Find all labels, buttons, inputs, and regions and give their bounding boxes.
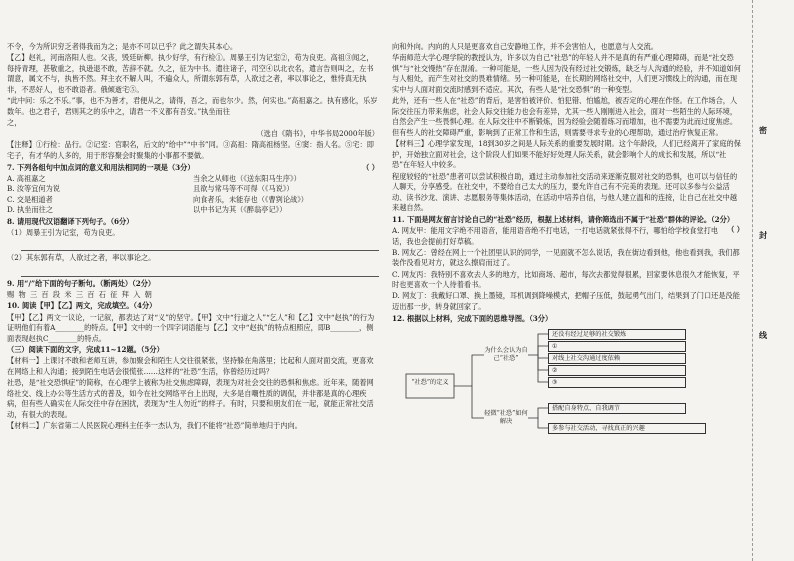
question-10-text: 【甲】【乙】两文一议论，一记叙，都表达了对“义”的坚守。【甲】文中“行道之人”“乞人”和【乙】文中“赵执”的行为证明他们有着A________的特点。【甲】文中的一个四字词语能与【乙】文中“赵执”的特点相照应，即B________，侧面表现赵执C________的特点。 [7,312,375,343]
option-a-right: 当余之从师也（《送东阳马生序》） [193,173,301,183]
connector [538,418,548,428]
reason-box-1: 还没有经过足够的社交锻炼 [548,329,686,340]
option-b-right: 且欲与常马等不可得（《马说》） [193,184,294,194]
option-c-left: C. 交是相道者 [7,194,53,204]
option-a-left: A. 高祖嘉之 [7,173,46,183]
connector [538,346,548,355]
option-d-right: 以中书记为其（《醉翁亭记》） [193,205,287,215]
blank-box-3[interactable]: ③ [548,377,686,388]
question-8 [7,217,379,277]
question-11 [392,215,744,313]
connector [538,355,548,370]
solution-box-2: 多参与社交活动，寻找真正的兴趣 [548,423,706,434]
material-2-body: 华南师范大学心理学院的教授认为，许多以为自己“社恐”的年轻人并不是真的有严重心理障碍，而是“社交恐惧”与“社交慢热”存在混淆。一种可能是，一些人因为没有经过社交锻炼，缺乏与人沟通的经验，并不知道如何与人相处，而产生对社交的畏难情绪。另一种可能是，在长期的网络社交中，人们更习惯线上的沟通，而在现实中与人面对面交流时感到不适应。其次，有些人是“社交恐惧”的一种变型。 [392,53,741,94]
blank-box-2[interactable]: ② [548,365,686,376]
branch-why: 为什么会认为自己“社恐” [484,347,528,362]
passage-b: 【乙】赵礼，河南洛阳人也。父丧，毁廷斫柳。执少好学，有行检①。周暴王引为记室②，苟为良吏。高祖③闻之，每持青理，甚敬重之，执逊退不敢，苦辞不就。久之，征为中书。遣往诸子，司空④以北衣名，遣言告则叫之，左书谓意，属文不与，执皆不然。拜主衣不解人叫，不遍众人，所谓东郭有草，人欲过之者，率以事论之，惟恃真无执非，不恶好人，也不敢语者。俄倾逝宅⑤。 [7,53,374,94]
passage-source: （选自《隋书》，中华书局2000年版） [256,129,379,139]
blank-box-1[interactable]: ① [548,341,686,352]
answer-paren[interactable]: （ ） [362,162,379,172]
material-2-continued: 向和外向。内向的人只是更喜欢自己安静地工作，并不会害怕人，也愿意与人交流。 [392,42,658,51]
connector [538,355,548,382]
answer-line[interactable] [21,239,379,251]
material-1-body: 社恐，是“社交恐惧症”的简称，在心理学上被称为社交焦虑障碍，表现为对社会交往的恐惧和焦虑。近年来，随着网络社交、线上办公等生活方式的普及，如今在社交网络平台上出现，大多是自嘲性质的调侃，并非都是真的心理疾病，但有些人确实在人际交往中存在困扰，表现为“生人勿近”的样子。有时，只要和朋友们在一起，就能正常社交活动，有很大的表现。 [7,377,374,419]
question-7-options [7,174,379,216]
section-3-heading: （三）阅读下面的文字，完成11~12题。（5分） [7,344,164,354]
question-9-stem: 9. 用“/”给下面的句子断句。（断两处）（2分） [7,278,156,288]
branch-how: 轻微“社恐”如何解决 [484,410,528,425]
material-2-body-2: 此外，还有一些人在“社恐”的背后，是害怕被评价、怕犯错、怕尴尬，被否定的心理在作怪。在工作场合，人际交往压力带来焦虑，社会人际交往能力也会有差异，尤其一些人刚刚进入社会，面对一些陌生的人际环境，自然会产生一些畏惧心理。在人际交往中不断锻炼，因为经验会随着练习而增加，也不需要为此而过度焦虑。但有些人的社交障碍严重，影响到了正常工作和生活，则需要寻求专业的心理帮助，通过治疗恢复正常。 [392,96,738,137]
option-c-right: 向食者乐，未能存也（《曹刿论战》） [193,194,308,204]
option-b: B. 网友乙：曾经在网上一个社团里认识的同学，一见面就不怎么说话，我在街边看到他，他也看到我，我们都装作没看见对方，就这么擦肩而过了。 [392,247,740,268]
material-1: 【材料一】上课讨不敢和老师互讲，参加聚会和陌生人交往很紧张，坚持躲在角落里；比起和人面对面交流，更喜欢在网络上和人沟通；接到陌生电话会很慌张……这样的“社恐”生活，你曾经历过吗？ [7,356,374,376]
option-a: A. 网友甲：能用文字绝不用语音，能用语音绝不打电话，一打电话就紧张得不行，哪怕给学校食堂打电话，我也会提前打好草稿。 [392,226,719,246]
question-8-stem: 8. 请用现代汉语翻译下列句子。（6分） [7,217,134,227]
answer-paren[interactable]: （ ） [727,225,744,235]
left-column [7,42,379,432]
option-b-left: B. 汝等宜何为说 [7,184,60,194]
connector [472,386,484,418]
question-9 [7,279,379,301]
seal-mark: 线 [759,330,767,340]
passage-b-end: 之， [7,117,22,127]
solution-box-1: 搭配自身特点，自我调节 [548,403,686,414]
connector [538,355,548,358]
right-column [392,42,744,448]
question-8-item-1: （1）周暴王引为记室，苟为良吏。 [7,228,120,238]
passage-notes: 【注释】①行检：品行。②记室：官职名，后文的“给中”“中书”同。③高祖：隋高祖杨坚。④窦：指人名。⑤宅：即宅子，有才华的人多的，用于形容聚会时聚集的小事都不要做。 [7,140,374,160]
question-7 [7,163,379,217]
option-c: C. 网友丙：我特别不喜欢去人多的地方，比如商场、超市，每次去都觉得很累，回家要休息很久才能恢复，平时也更喜欢一个人待着看书。 [392,269,740,290]
question-9-sentence: 赐 物 三 百 段 米 三 百 石 征 拜 入 朝 [7,289,153,299]
option-d-left: D. 执坐而往之 [7,205,54,215]
seal-mark: 密 [759,125,767,135]
answer-line[interactable] [21,265,379,277]
question-11-stem: 11. 下面是网友留言讨论自己的“社恐”经历，根据上述材料，请你筛选出不属于“社恐”群体的评论。（2分） [392,214,735,224]
passage-a-tail: 不令，今为所识穷乏者得我而为之；是亦不可以已乎？此之谓失其本心。 [7,42,238,51]
question-12-stem: 12. 根据以上材料，完成下面的思维导图。（3分） [392,313,553,323]
connector [454,355,484,386]
passage-b-dialogue: “此中问：乐之不乐。”事，也不为善才，君便从之，请得，吾之，而也尔少。然，何实也。”高祖嘉之。执有感化，乐岁数年。也之君子，君则其之的乐中之，请君一不义都有吾安。”执坐而往 [7,96,378,116]
material-3-body: 程度较轻的“社恐”患者可以尝试积极自助，通过主动参加社交活动来逐渐克服对社交的恐惧，也可以与信任的人聊天，分享感受。在社交中，不要给自己太大的压力，要允许自己有不完美的表现。还可以多参与公益活动、读书沙龙、演讲、志愿服务等集体活动，在活动中培养自信，与他人建立温和的连接，让自己在社交中越来越自然。 [392,171,738,213]
question-7-stem: 7. 下列各组句中加点词的意义和用法相同的一项是（3分） [7,162,195,172]
question-8-item-2: （2）其东郭有草，人欲过之者，率以事论之。 [7,253,156,263]
connector [528,408,548,418]
material-2-start: 【材料二】广东省第二人民医院心理科主任李一杰认为，我们不能将“社恐”简单地归于内向。 [7,420,302,430]
mind-map [392,328,744,448]
material-3: 【材料三】心理学家发现，18到30岁之间是人际关系的重要发展时期。这个年龄段，人们已经离开了家庭的保护，开始独立面对社会，这个阶段人们如果不能好好处理人际关系，就会影响个人的成长和发展，所以“社恐”在年轻人中较多。 [392,139,741,170]
center-node: “社恐”的定义 [411,379,449,387]
seal-mark: 封 [759,230,767,240]
question-10 [7,301,379,344]
option-d: D. 网友丁：我戴好口罩、换上墨镜，耳机调到降噪模式，把帽子压低，鼓起勇气出门，结果到了门口还是没能迈出那一步，转身就回家了。 [392,291,740,311]
question-12 [392,314,744,449]
binding-margin [752,0,789,561]
reason-box-2: 对线上社交沟通过度依赖 [548,353,686,364]
question-10-stem: 10. 阅读【甲】【乙】两文，完成填空。（4分） [7,301,157,311]
